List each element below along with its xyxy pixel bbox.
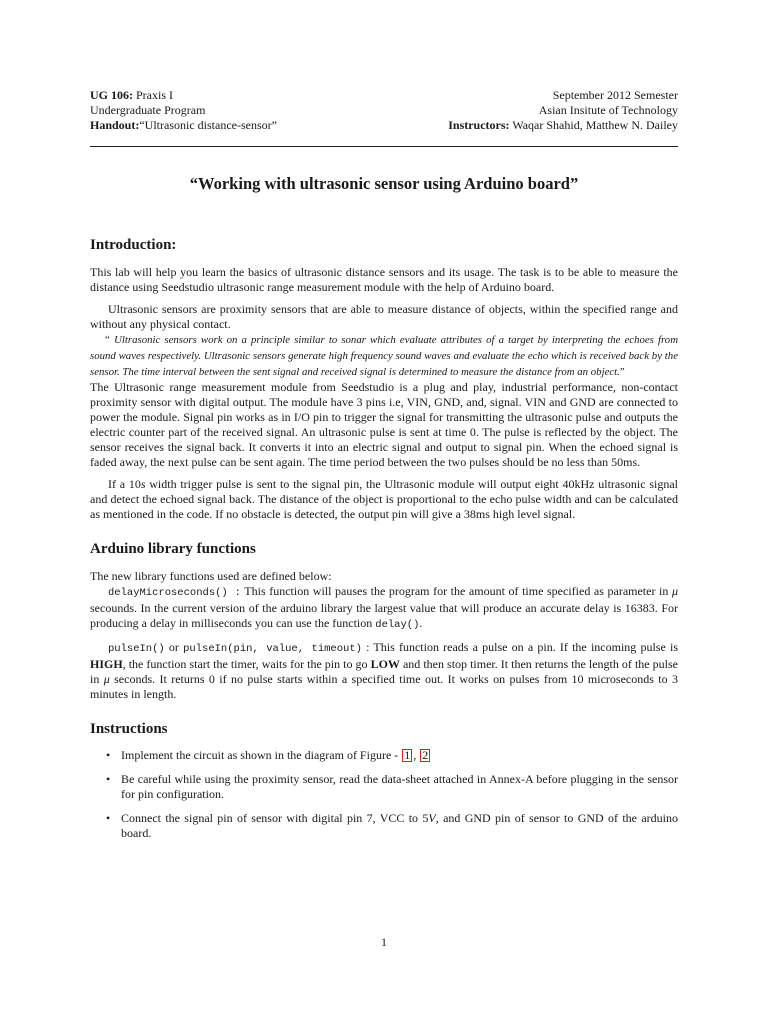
- f2-text-c: and then stop timer. It then returns the length of the pulse in: [90, 657, 678, 686]
- instructors-value: Waqar Shahid, Matthew N. Dailey: [512, 118, 678, 132]
- p4-pre: If a 10: [108, 477, 141, 491]
- f1-code2: delay(): [375, 619, 420, 631]
- arduino-intro: The new library functions used are defined below:: [90, 569, 332, 583]
- introduction-heading: Introduction:: [90, 237, 177, 253]
- i1-text: Implement the circuit as shown in the diagram of Figure -: [121, 748, 402, 762]
- document-header: [90, 88, 678, 133]
- i3-v: V: [428, 811, 436, 825]
- handout-value: “Ultrasonic distance-sensor”: [139, 118, 277, 132]
- function-pulsein: [90, 640, 678, 702]
- bullet-icon: •: [106, 748, 111, 762]
- f1-text-a: This function will pauses the program for the amount of time specified as parameter in: [240, 584, 672, 598]
- i3-text-b: , and GND pin of sensor to GND of the arduino board.: [121, 811, 678, 840]
- intro-paragraph-2: Ultrasonic sensors are proximity sensors that are able to measure distance of objects, within the specified range and without any physical contact.: [90, 302, 678, 331]
- f2-code-a: pulseIn(): [108, 643, 165, 655]
- header-right: [448, 88, 678, 133]
- f2-text-a: : This function reads a pulse on a pin. If the incoming pulse is: [361, 640, 678, 654]
- handout-label: Handout:: [90, 118, 140, 132]
- intro-paragraph-3: The Ultrasonic range measurement module from Seedstudio is a plug and play, industrial performance, non-contact proximity sensor with digital output. The module have 3 pins i.e, VIN, GND, and, signal. VIN and GND are connected to power the module. Signal pin works as in I/O pin to trigger the signal for transmitting the ultrasonic pulse and outputs the electric counter part of the received signal. An ultrasonic pulse is sent at time 0. The pulse is reflected by the object. The sensor receives the signal back. It converts it into an electric signal and output to signal pin. When the echoed signal is faded away, the next pulse can be sent again. The time period between the two pulses should be no less than 50ms.: [90, 380, 678, 469]
- semester: September 2012 Semester: [552, 88, 678, 102]
- bullet-icon: •: [106, 772, 111, 786]
- intro-paragraph-1: This lab will help you learn the basics of ultrasonic distance sensors and its usage. The task is to be able to measure the distance using Seedstudio ultrasonic range measurement module with the help of Arduino board.: [90, 265, 678, 294]
- bullet-icon: •: [106, 811, 111, 825]
- f2-high: HIGH: [90, 657, 123, 671]
- instructions-heading: Instructions: [90, 721, 168, 737]
- f2-text-b: , the function start the timer, waits for the pin to go: [122, 657, 371, 671]
- i3-text-a: Connect the signal pin of sensor with digital pin 7, VCC to 5: [121, 811, 429, 825]
- f2-text-d: seconds. It returns 0 if no pulse starts within a specified time out. It works on pulses from 10 microseconds to 3 minutes in length.: [90, 672, 678, 701]
- f2-low: LOW: [370, 657, 400, 671]
- f2-code-b: pulseIn(pin, value, timeout): [183, 643, 362, 655]
- instructors-label: Instructors:: [448, 118, 510, 132]
- course-code: UG 106:: [90, 88, 133, 102]
- program-name: Undergraduate Program: [90, 103, 206, 117]
- f1-end: .: [419, 616, 423, 630]
- header-left: [90, 88, 277, 133]
- institute: Asian Insitute of Technology: [538, 103, 678, 117]
- list-item: [106, 811, 678, 841]
- p4-s: s: [140, 477, 146, 491]
- arduino-heading: Arduino library functions: [90, 541, 256, 557]
- list-item: [106, 748, 678, 763]
- page-number: 1: [381, 935, 387, 949]
- intro-quote: [90, 332, 678, 380]
- course-name: Praxis I: [136, 88, 173, 102]
- quote-text: “ Ultrasonic sensors work on a principle similar to sonar which evaluate attributes of a target by interpreting the echoes from sound waves respectively. Ultrasonic sensors generate high frequency sound waves and evaluate the echo which is received back by the sensor. The time interval between the sent signal and received signal is determined to measure the distance from an object.: [90, 334, 678, 378]
- f1-code: delayMicroseconds() :: [108, 587, 241, 599]
- figure-ref-1-link[interactable]: 1: [404, 748, 411, 762]
- figure-ref-2-link[interactable]: 2: [422, 748, 429, 762]
- f1-text-b: secounds. In the current version of the arduino library the largest value that will produce an accurate delay is 16383. For producing a delay in milliseconds you can use the function: [90, 601, 678, 630]
- i1-sep: ,: [413, 748, 420, 762]
- intro-paragraph-4: [90, 477, 678, 522]
- instructions-list: [90, 748, 678, 841]
- list-item: [106, 772, 678, 802]
- function-delay-microseconds: [90, 584, 678, 633]
- f2-mu: μ: [103, 672, 110, 686]
- document-page: [90, 88, 678, 850]
- i2-text: Be careful while using the proximity sensor, read the data-sheet attached in Annex-A before plugging in the sensor for pin configuration.: [121, 772, 678, 801]
- f2-or: or: [164, 640, 184, 654]
- header-divider: [90, 146, 678, 147]
- f1-mu: μ: [671, 584, 678, 598]
- p4-post: width trigger pulse is sent to the signal pin, the Ultrasonic module will output eight 40kHz ultrasonic signal and detect the echoed signal back. The distance of the object is proportional to the echo pulse width and can be calculated as mentioned in the code. If no obstacle is detected, the output pin will give a 38ms high level signal.: [90, 477, 678, 521]
- document-title: “Working with ultrasonic sensor using Arduino board”: [189, 174, 579, 193]
- quote-end: ”: [619, 366, 625, 378]
